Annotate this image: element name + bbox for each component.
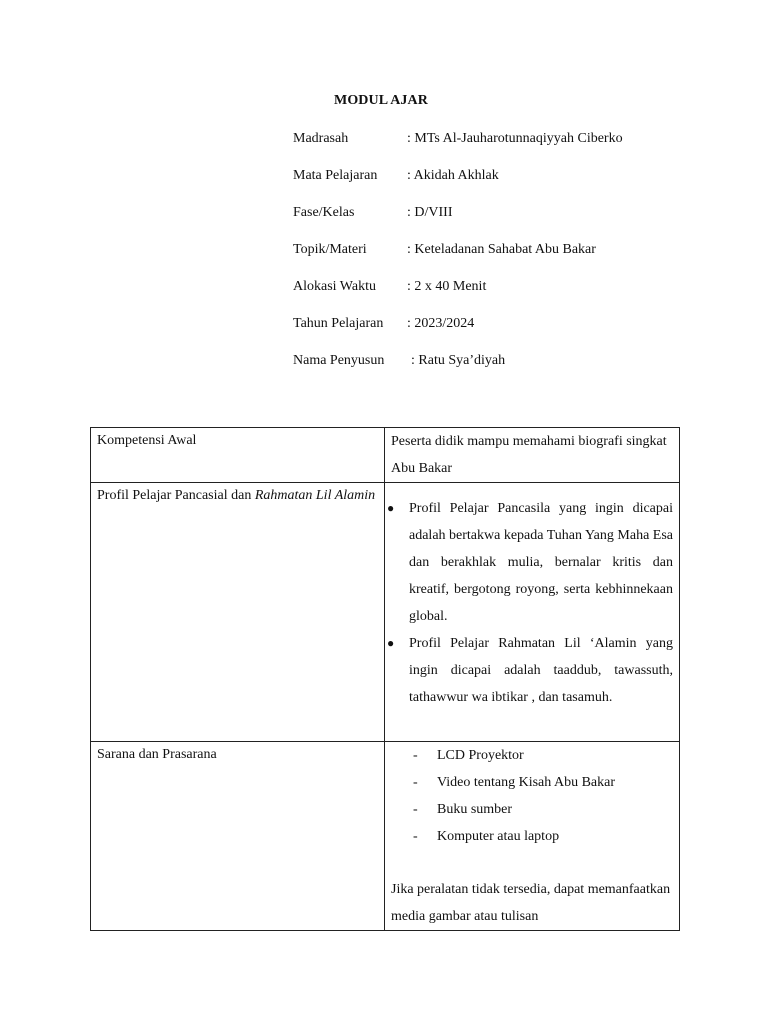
table-cell-content	[385, 428, 680, 483]
identity-info	[293, 130, 733, 389]
profil-bullet-list	[387, 483, 673, 711]
table-cell-content	[385, 483, 680, 742]
bullet-icon: ●	[387, 501, 395, 515]
dash-icon: -	[413, 802, 418, 817]
kompetensi-awal-text: Peserta didik mampu memahami biografi singkat Abu Bakar	[391, 434, 667, 476]
info-label: Tahun Pelajaran	[293, 316, 384, 331]
info-row-topik-materi	[293, 241, 733, 278]
list-item	[391, 742, 673, 769]
info-row-fase-kelas	[293, 204, 733, 241]
list-item	[391, 796, 673, 823]
info-label: Alokasi Waktu	[293, 279, 376, 294]
info-row-nama-penyusun	[293, 352, 733, 389]
info-value: : MTs Al-Jauharotunnaqiyyah Ciberko	[407, 131, 623, 146]
info-row-tahun-pelajaran	[293, 315, 733, 352]
list-item	[387, 630, 673, 711]
info-value: : 2023/2024	[407, 316, 475, 331]
table-row	[91, 742, 680, 931]
info-value: : D/VIII	[407, 205, 453, 220]
dash-icon: -	[413, 748, 418, 763]
row-label-kompetensi-awal: Kompetensi Awal	[97, 433, 197, 448]
sarana-item: Buku sumber	[437, 802, 513, 817]
info-label: Mata Pelajaran	[293, 168, 378, 183]
list-item	[391, 769, 673, 796]
info-label: Madrasah	[293, 131, 349, 146]
row-label-italic: Rahmatan Lil Alamin	[254, 488, 376, 503]
table-row	[91, 483, 680, 742]
info-row-mata-pelajaran	[293, 167, 733, 204]
dash-icon: -	[413, 829, 418, 844]
info-label: Topik/Materi	[293, 242, 367, 257]
bullet-text: Profil Pelajar Rahmatan Lil ‘Alamin yang ingin dicapai adalah taaddub, tawassuth, tathawwur wa ibtikar , dan tasamuh.	[409, 636, 673, 705]
info-value: : Keteladanan Sahabat Abu Bakar	[407, 242, 596, 257]
bullet-text: Profil Pelajar Pancasila yang ingin dicapai adalah bertakwa kepada Tuhan Yang Maha Esa dan berakhlak mulia, bernalar kritis dan kreatif, bergotong royong, serta kebhinnekaan global.	[409, 501, 673, 624]
sarana-list	[391, 742, 673, 850]
bullet-icon: ●	[387, 636, 395, 650]
row-label-prefix: Profil Pelajar Pancasial dan	[97, 488, 255, 503]
info-label: Nama Penyusun	[293, 353, 385, 368]
list-item	[387, 495, 673, 630]
list-item	[391, 823, 673, 850]
dash-icon: -	[413, 775, 418, 790]
table-row	[91, 428, 680, 483]
sarana-content	[385, 742, 679, 930]
info-value: : Ratu Sya’diyah	[411, 353, 506, 368]
competency-table	[90, 427, 680, 931]
sarana-item: Video tentang Kisah Abu Bakar	[437, 775, 616, 790]
table-cell-label	[91, 483, 385, 742]
table-cell-content	[385, 742, 680, 931]
info-value: : 2 x 40 Menit	[407, 279, 487, 294]
sarana-item: LCD Proyektor	[437, 748, 524, 763]
row-label-profil-pelajar	[91, 483, 384, 509]
document-title: MODUL AJAR	[334, 93, 428, 108]
sarana-note: Jika peralatan tidak tersedia, dapat memanfaatkan media gambar atau tulisan	[391, 882, 671, 924]
info-row-madrasah	[293, 130, 733, 167]
table-cell-label	[91, 742, 385, 931]
info-label: Fase/Kelas	[293, 205, 355, 220]
sarana-item: Komputer atau laptop	[437, 829, 560, 844]
profil-content	[385, 483, 679, 711]
row-label-sarana: Sarana dan Prasarana	[97, 747, 217, 762]
table-cell-label	[91, 428, 385, 483]
info-value: : Akidah Akhlak	[407, 168, 499, 183]
info-row-alokasi-waktu	[293, 278, 733, 315]
